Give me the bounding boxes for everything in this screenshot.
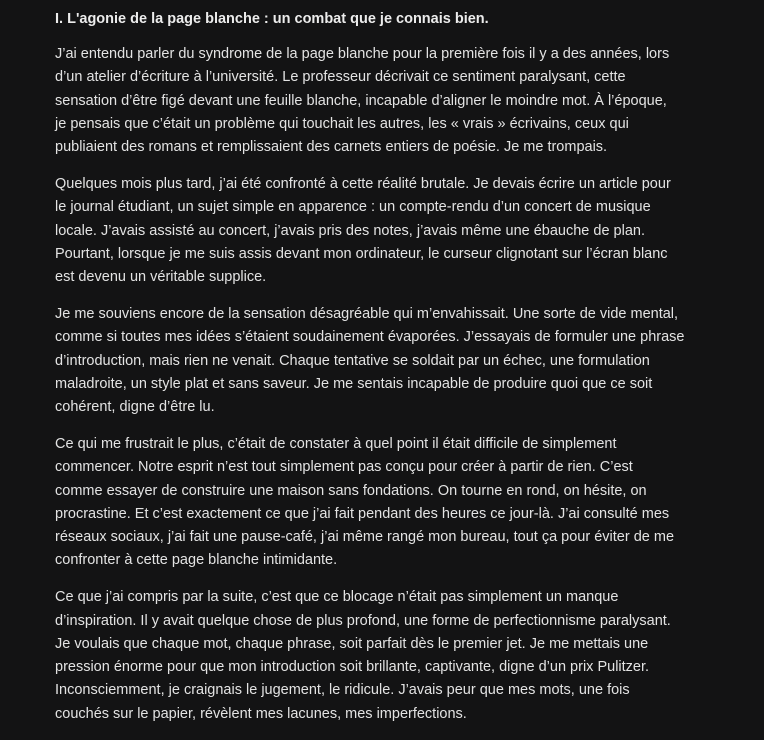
paragraph-list — [55, 43, 685, 726]
paragraph-line: Pourtant, lorsque je me suis assis devant mon ordinateur, le curseur clignotant sur l’écran blanc — [55, 245, 668, 262]
paragraph — [55, 43, 670, 159]
paragraph-line: sensation d’être figé devant une feuille blanche, incapable d’aligner le moindre mot. À l’époque, — [55, 92, 667, 109]
paragraph-line: cohérent, digne d’être lu. — [55, 399, 215, 416]
paragraph-line: J’ai entendu parler du syndrome de la page blanche pour la première fois il y a des années, lors — [55, 46, 670, 62]
paragraph-line: Quelques mois plus tard, j’ai été confronté à cette réalité brutale. Je devais écrire un article pour — [55, 175, 671, 192]
paragraph — [55, 303, 685, 419]
paragraph — [55, 433, 675, 573]
paragraph-line: commencer. Notre esprit n’est tout simplement pas conçu pour créer à partir de rien. C’est — [55, 459, 633, 476]
paragraph-line: Je voulais que chaque mot, chaque phrase, soit parfait dès le premier jet. Je me mettais une — [55, 635, 649, 652]
paragraph-line: confronter à cette page blanche intimidante. — [55, 552, 338, 569]
paragraph-line: locale. J’avais assisté au concert, j’avais pris des notes, j’avais même une ébauche de plan. — [55, 222, 645, 239]
paragraph-line: Je me souviens encore de la sensation désagréable qui m’envahissait. Une sorte de vide mental, — [55, 305, 679, 322]
paragraph-line: d’un atelier d’écriture à l’université. Le professeur décrivait ce sentiment paralysant, cette — [55, 69, 626, 86]
paragraph-line: comme si toutes mes idées s’étaient soudainement évaporées. J’essayais de formuler une phrase — [55, 329, 685, 346]
article-content — [55, 8, 685, 740]
paragraph-line: procrastine. Et c’est exactement ce que j’ai fait pendant des heures ce jour-là. J’ai consulté mes — [55, 505, 670, 522]
paragraph-line: pression énorme pour que mon introduction soit brillante, captivante, digne d’un prix Pulitzer. — [55, 659, 650, 676]
paragraph-line: couchés sur le papier, révèlent mes lacunes, mes imperfections. — [55, 705, 467, 722]
paragraph — [55, 173, 671, 289]
paragraph-line: réseaux sociaux, j’ai fait une pause-café, j’ai même rangé mon bureau, tout ça pour éviter de me — [55, 529, 675, 546]
paragraph-line: d’introduction, mais rien ne venait. Chaque tentative se soldait par un échec, une formulation — [55, 352, 650, 369]
section-heading: I. L'agonie de la page blanche : un combat que je connais bien. — [55, 11, 489, 27]
paragraph-line: est devenu un véritable supplice. — [55, 269, 267, 286]
paragraph-line: Ce que j’ai compris par la suite, c’est que ce blocage n’était pas simplement un manque — [55, 589, 619, 606]
paragraph-line: d’inspiration. Il y avait quelque chose de plus profond, une forme de perfectionnisme paralysant. — [55, 612, 671, 629]
paragraph — [55, 586, 671, 726]
paragraph-line: je pensais que c’était un problème qui touchait les autres, les « vrais » écrivains, ceux qui — [55, 115, 629, 132]
paragraph-line: publiaient des romans et remplissaient des carnets entiers de poésie. Je me trompais. — [55, 139, 608, 156]
paragraph-line: Ce qui me frustrait le plus, c’était de constater à quel point il était difficile de simplement — [55, 435, 617, 452]
paragraph-line: comme essayer de construire une maison sans fondations. On tourne en rond, on hésite, on — [55, 482, 647, 499]
paragraph-line: maladroite, un style plat et sans saveur. Je me sentais incapable de produire quoi que ce soit — [55, 375, 653, 392]
paragraph-line: Inconsciemment, je craignais le jugement, le ridicule. J’avais peur que mes mots, une fois — [55, 682, 630, 699]
paragraph-line: le journal étudiant, un sujet simple en apparence : un compte-rendu d’un concert de musique — [55, 199, 651, 216]
